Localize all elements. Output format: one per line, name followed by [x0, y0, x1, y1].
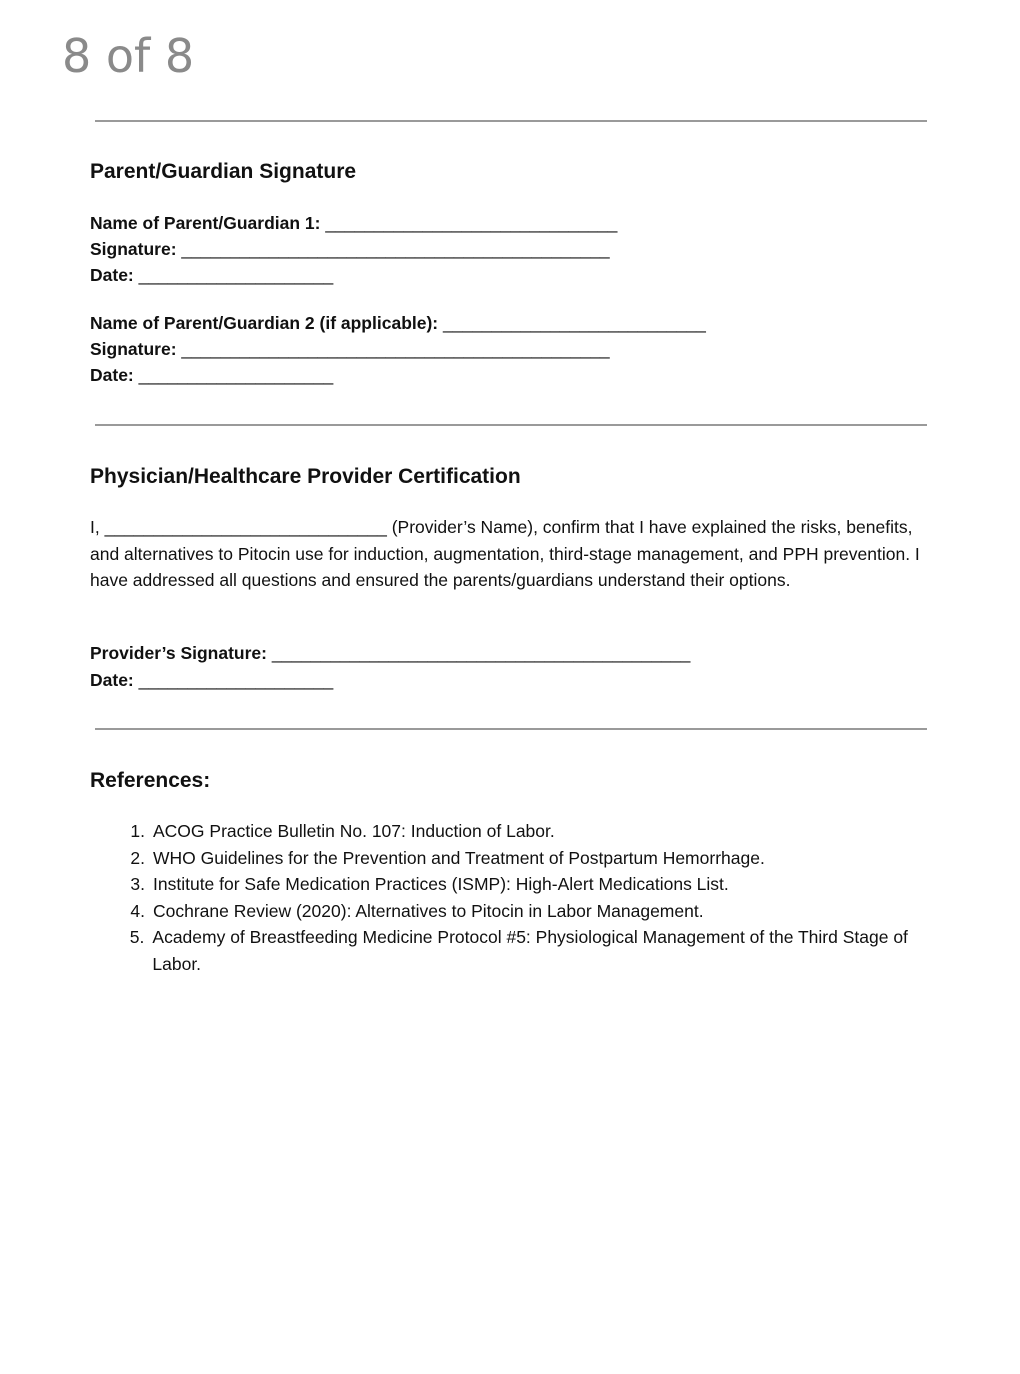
- reference-item: [115, 818, 945, 845]
- provider-section-title: Physician/Healthcare Provider Certification: [90, 465, 521, 488]
- provider-signature-label: Provider’s Signature:: [90, 643, 267, 663]
- guardian2-name-blank[interactable]: ___________________________: [443, 313, 706, 333]
- reference-item: [115, 924, 945, 977]
- guardian2-name-field[interactable]: [90, 312, 706, 334]
- reference-number: 3.: [130, 874, 145, 894]
- guardian2-signature-label: Signature:: [90, 339, 177, 359]
- statement-body: (Provider’s Name), confirm that I have explained the risks, benefits, and alternatives to Pitocin use for induction, augmentation, third-stage management, and PPH prevention. I have addressed all questions and ensured the parents/guardians understand their options.: [90, 517, 920, 590]
- guardian1-signature-field[interactable]: [90, 238, 610, 260]
- guardian1-name-label: Name of Parent/Guardian 1:: [90, 213, 321, 233]
- references-list: [115, 818, 945, 977]
- provider-date-blank[interactable]: ____________________: [138, 670, 334, 690]
- reference-item: [115, 898, 945, 925]
- guardian2-name-label: Name of Parent/Guardian 2 (if applicable):: [90, 313, 439, 333]
- guardian2-date-label: Date:: [90, 365, 134, 385]
- reference-number: 4.: [130, 900, 145, 921]
- reference-text: WHO Guidelines for the Prevention and Treatment of Postpartum Hemorrhage.: [153, 847, 765, 868]
- provider-signature-blank[interactable]: ___________________________________________: [271, 643, 691, 663]
- divider: [95, 728, 927, 730]
- reference-item: [115, 871, 945, 898]
- reference-number: 2.: [130, 847, 145, 868]
- reference-item: [115, 845, 945, 872]
- provider-name-blank[interactable]: _____________________________: [104, 517, 387, 537]
- page-indicator: 8 of 8: [62, 29, 195, 83]
- guardian1-name-field[interactable]: [90, 212, 617, 234]
- guardian2-date-blank[interactable]: ____________________: [138, 365, 334, 385]
- provider-date-label: Date:: [90, 670, 134, 690]
- guardian1-date-blank[interactable]: ____________________: [138, 265, 334, 285]
- parent-section-title: Parent/Guardian Signature: [90, 160, 357, 183]
- reference-number: 5.: [129, 927, 145, 947]
- provider-statement: [90, 514, 930, 594]
- provider-date-field[interactable]: [90, 669, 333, 691]
- reference-number: 1.: [130, 821, 145, 841]
- guardian2-signature-blank[interactable]: ____________________________________________: [181, 339, 610, 359]
- provider-signature-field[interactable]: [90, 642, 690, 664]
- guardian1-name-blank[interactable]: ______________________________: [325, 213, 618, 233]
- guardian1-signature-blank[interactable]: ____________________________________________: [181, 239, 610, 259]
- guardian1-date-label: Date:: [90, 265, 134, 285]
- divider: [95, 424, 927, 426]
- guardian1-signature-label: Signature:: [90, 239, 177, 259]
- guardian2-signature-field[interactable]: [90, 338, 610, 360]
- reference-text: Cochrane Review (2020): Alternatives to Pitocin in Labor Management.: [153, 900, 704, 921]
- statement-prefix: I,: [90, 517, 100, 537]
- divider: [95, 120, 927, 122]
- reference-text: Academy of Breastfeeding Medicine Protocol #5: Physiological Management of the Third Stage of Labor.: [152, 927, 908, 974]
- reference-text: ACOG Practice Bulletin No. 107: Induction of Labor.: [153, 821, 555, 841]
- references-title: References:: [90, 769, 211, 792]
- guardian2-date-field[interactable]: [90, 364, 333, 386]
- reference-text: Institute for Safe Medication Practices (ISMP): High-Alert Medications List.: [153, 874, 729, 894]
- guardian1-date-field[interactable]: [90, 264, 333, 286]
